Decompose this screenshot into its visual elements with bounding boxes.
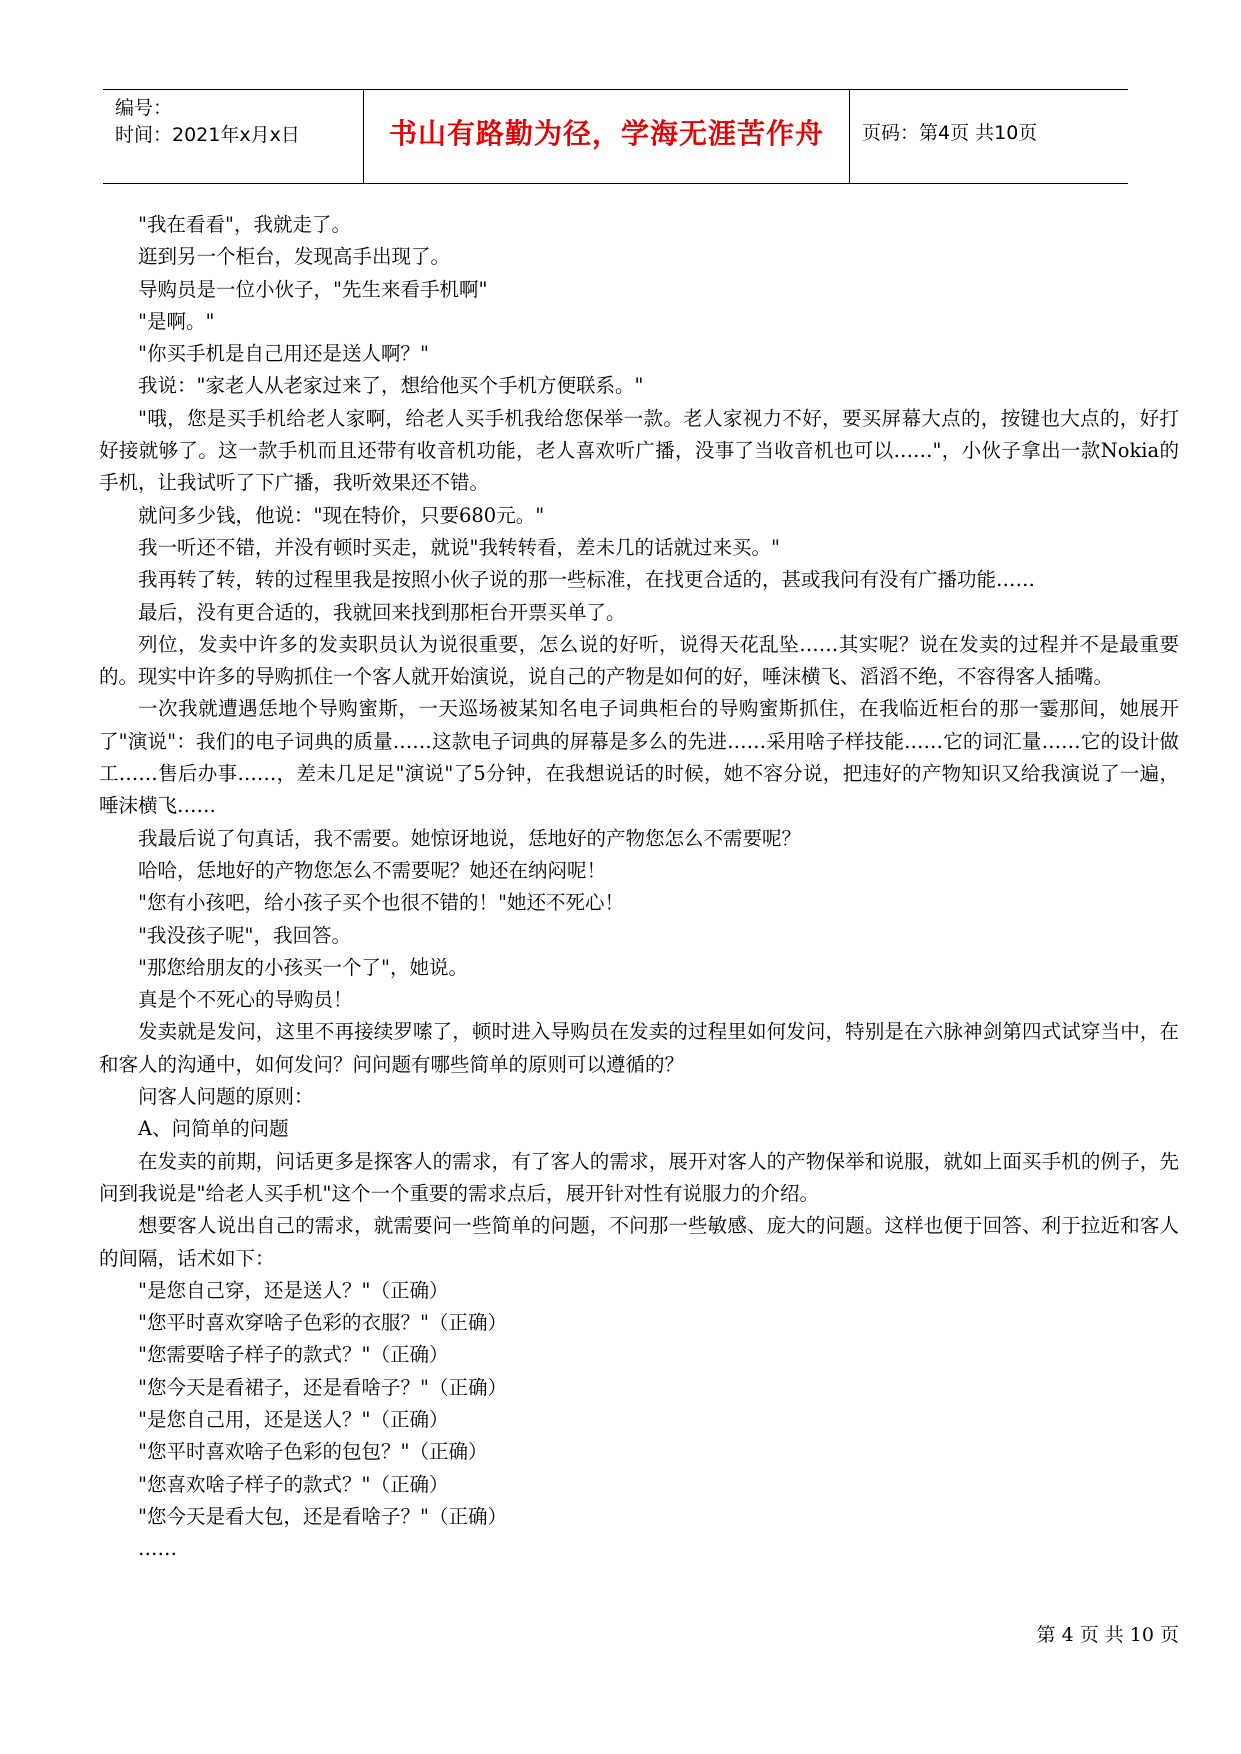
- document-number-label: 编号：: [115, 97, 173, 119]
- paragraph: "哦，您是买手机给老人家啊，给老人买手机我给您保举一款。老人家视力不好，要买屏幕大点的，按键也大点的，好打好接就够了。这一款手机而且还带有收音机功能，老人喜欢听广播，没事了当收音机也可以……"，小伙子拿出一款Nokia的手机，让我试听了下广播，我听效果还不错。: [99, 406, 1179, 495]
- paragraph: 问客人问题的原则：: [138, 1085, 314, 1109]
- page-header: [103, 89, 1128, 184]
- example-line: "您需要啥子样子的款式？"（正确）: [138, 1343, 449, 1367]
- example-line: "您平时喜欢啥子色彩的包包？"（正确）: [138, 1440, 488, 1464]
- paragraph: 列位，发卖中许多的发卖职员认为说很重要，怎么说的好听，说得天花乱坠……其实呢？说在发卖的过程并不是最重要的。现实中许多的导购抓住一个客人就开始演说，说自己的产物是如何的好，唾沫横飞、滔滔不绝，不容得客人插嘴。: [99, 632, 1179, 689]
- paragraph: 我说："家老人从老家过来了，想给他买个手机方便联系。": [138, 374, 644, 398]
- example-line: "您平时喜欢穿啥子色彩的衣服？"（正确）: [138, 1311, 507, 1335]
- paragraph: 想要客人说出自己的需求，就需要问一些简单的问题，不问那一些敏感、庞大的问题。这样也便于回答、利于拉近和客人的间隔，话术如下：: [99, 1214, 1179, 1270]
- paragraph: 真是个不死心的导购员！: [138, 988, 353, 1012]
- paragraph: 导购员是一位小伙子，"先生来看手机啊": [138, 277, 488, 301]
- header-page-number: 页码：第4页 共10页: [862, 122, 1038, 144]
- example-line: "您今天是看裙子，还是看啥子？"（正确）: [138, 1375, 507, 1399]
- paragraph: "你买手机是自己用还是送人啊？": [138, 342, 429, 366]
- example-line: "您今天是看大包，还是看啥子？"（正确）: [138, 1504, 507, 1528]
- page-footer: 第 4 页 共 10 页: [1036, 1624, 1179, 1646]
- document-date: 时间：2021年x月x日: [115, 124, 300, 146]
- paragraph: 我一听还不错，并没有顿时买走，就说"我转转看，差未几的话就过来买。": [138, 535, 780, 559]
- header-motto: 书山有路勤为径，学海无涯苦作舟: [364, 90, 850, 183]
- paragraph: "您有小孩吧，给小孩子买个也很不错的！"她还不死心！: [138, 891, 624, 915]
- paragraph: 我最后说了句真话，我不需要。她惊讶地说，恁地好的产物您怎么不需要呢？: [138, 826, 802, 850]
- paragraph: "我没孩子呢"，我回答。: [138, 923, 351, 947]
- example-line: "是您自己用，还是送人？"（正确）: [138, 1407, 449, 1431]
- example-line: "是您自己穿，还是送人？"（正确）: [138, 1278, 449, 1302]
- header-meta: [103, 90, 364, 183]
- paragraph: 发卖就是发问，这里不再接续罗嗦了，顿时进入导购员在发卖的过程里如何发问，特别是在六脉神剑第四式试穿当中，在和客人的沟通中，如何发问？问问题有哪些简单的原则可以遵循的？: [99, 1020, 1179, 1076]
- section-heading: A、问简单的问题: [138, 1117, 289, 1141]
- paragraph: "我在看看"，我就走了。: [138, 213, 351, 236]
- paragraph: 在发卖的前期，问话更多是探客人的需求，有了客人的需求，展开对客人的产物保举和说服，就如上面买手机的例子，先问到我说是"给老人买手机"这个一个重要的需求点后，展开针对性有说服力的介绍。: [99, 1149, 1179, 1205]
- ellipsis-line: ……: [138, 1537, 177, 1561]
- example-line: "您喜欢啥子样子的款式？"（正确）: [138, 1472, 449, 1496]
- paragraph: 最后，没有更合适的，我就回来找到那柜台开票买单了。: [138, 600, 626, 624]
- document-body: [99, 209, 1179, 1565]
- paragraph: 一次我就遭遇恁地个导购蜜斯，一天巡场被某知名电子词典柜台的导购蜜斯抓住，在我临近柜台的那一霎那间，她展开了"演说"：我们的电子词典的质量……这款电子词典的屏幕是多么的先进……采用啥子样技能……它的词汇量……它的设计做工……售后办事……，差未几足足"演说"了5分钟，在我想说话的时候，她不容分说，把违好的产物知识又给我演说了一遍，唾沫横飞……: [99, 697, 1179, 818]
- paragraph: 哈哈，恁地好的产物您怎么不需要呢？她还在纳闷呢！: [138, 858, 607, 882]
- paragraph: 就问多少钱，他说："现在特价，只要680元。": [138, 503, 545, 527]
- paragraph: "是啊。": [138, 309, 215, 333]
- paragraph: "那您给朋友的小孩买一个了"，她说。: [138, 955, 468, 979]
- paragraph: 我再转了转，转的过程里我是按照小伙子说的那一些标准，在找更合适的，甚或我问有没有广播功能……: [138, 568, 1036, 592]
- paragraph: 逛到另一个柜台，发现高手出现了。: [138, 245, 451, 269]
